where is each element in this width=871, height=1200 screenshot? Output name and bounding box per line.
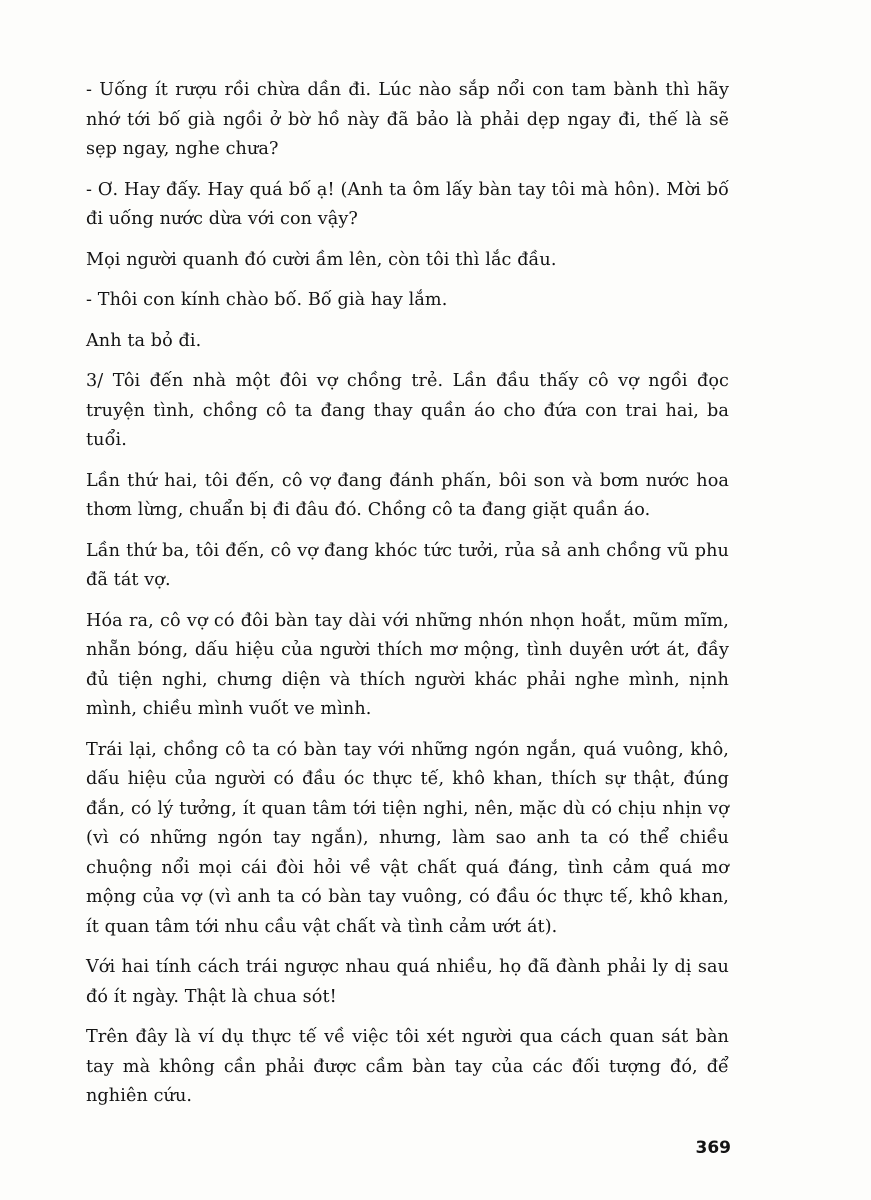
paragraph-laughter: Mọi người quanh đó cười ầm lên, còn tôi thì lắc đầu. (86, 249, 557, 270)
paragraph-case-three: 3/ Tôi đến nhà một đôi vợ chồng trẻ. Lần đầu thấy cô vợ ngồi đọc truyện tình, chồng cô ta đang thay quần áo cho đứa con trai hai, ba tuổi. (86, 371, 729, 450)
paragraph-second-visit: Lần thứ hai, tôi đến, cô vợ đang đánh phấn, bôi son và bơm nước hoa thơm lừng, chuẩn bị đi đâu đó. Chồng cô ta đang giặt quần áo. (86, 470, 729, 520)
body-text (86, 76, 729, 1123)
paragraph-divorce: Với hai tính cách trái ngược nhau quá nhiều, họ đã đành phải ly dị sau đó ít ngày. Thật là chua sót! (86, 957, 729, 1007)
paragraph-husband-hands: Trái lại, chồng cô ta có bàn tay với những ngón ngắn, quá vuông, khô, dấu hiệu của người có đầu óc thực tế, khô khan, thích sự thật, đúng đắn, có lý tưởng, ít quan tâm tới tiện nghi, nên, mặc dù có chịu nhịn vợ (vì có những ngón tay ngắn), nhưng, làm sao anh ta có thể chiều chuộng nổi mọi cái đòi hỏi về vật chất quá đáng, tình cảm quá mơ mộng của vợ (vì anh ta có bàn tay vuông, có đầu óc thực tế, khô khan, ít quan tâm tới nhu cầu vật chất và tình cảm ướt át). (86, 739, 729, 937)
paragraph-reply: - Ơ. Hay đấy. Hay quá bố ạ! (Anh ta ôm lấy bàn tay tôi mà hôn). Mời bố đi uống nước dừa với con vậy? (86, 179, 729, 229)
paragraph-leaves: Anh ta bỏ đi. (86, 330, 202, 351)
paragraph-wife-hands: Hóa ra, cô vợ có đôi bàn tay dài với những nhón nhọn hoắt, mũm mĩm, nhẵn bóng, dấu hiệu của người thích mơ mộng, tình duyên ướt át, đầy đủ tiện nghi, chưng diện và thích người khác phải nghe mình, nịnh mình, chiều mình vuốt ve mình. (86, 610, 729, 719)
page-number: 369 (695, 1138, 731, 1158)
paragraph-advice: - Uống ít rượu rồi chừa dần đi. Lúc nào sắp nổi con tam bành thì hãy nhớ tới bố già ngồi ở bờ hồ này đã bảo là phải dẹp ngay đi, thế là sẽ sẹp ngay, nghe chưa? (86, 80, 729, 159)
paragraph-third-visit: Lần thứ ba, tôi đến, cô vợ đang khóc tức tưởi, rủa sả anh chồng vũ phu đã tát vợ. (86, 540, 729, 590)
paragraph-conclusion: Trên đây là ví dụ thực tế về việc tôi xét người qua cách quan sát bàn tay mà không cần phải được cầm bàn tay của các đối tượng đó, để nghiên cứu. (86, 1027, 729, 1106)
paragraph-farewell: - Thôi con kính chào bố. Bố già hay lắm. (86, 290, 448, 310)
